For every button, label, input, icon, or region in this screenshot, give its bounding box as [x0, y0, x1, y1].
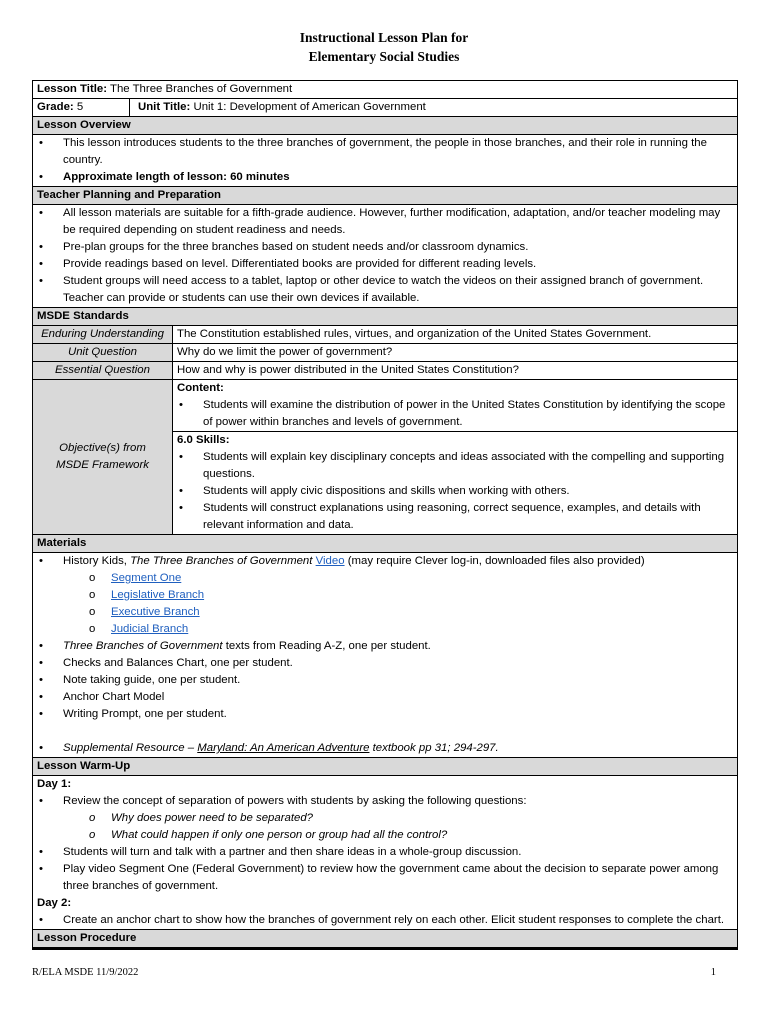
objective-content-row	[33, 380, 738, 432]
content-item: • Students will examine the distribution of power in the United States Constitution by identifying the scope of power within branches and levels of government.	[177, 397, 733, 431]
planning-item: • Student groups will need access to a tablet, laptop or other device to watch the videos on their assigned branch of government. Teacher can provide or students can use their own devices if available.	[37, 273, 733, 307]
unit-title-label: Unit Title:	[138, 101, 191, 113]
content-label: Content:	[177, 382, 224, 394]
question-item: o Why does power need to be separated?	[37, 810, 733, 827]
warmup-item: • Create an anchor chart to show how the branches of government rely on each other. Elicit student responses to complete the chart.	[37, 912, 733, 929]
skills-item: • Students will construct explanations using reasoning, correct sequence, examples, and details with relevant information and data.	[177, 500, 733, 534]
essential-question-value: How and why is power distributed in the United States Constitution?	[173, 362, 738, 380]
lesson-title-row	[33, 81, 738, 99]
executive-branch-link[interactable]: Executive Branch	[111, 606, 200, 618]
material-item: • Anchor Chart Model	[37, 689, 733, 706]
video-link[interactable]: Video	[315, 555, 345, 567]
essential-question-label: Essential Question	[33, 362, 173, 380]
video-item: • History Kids, The Three Branches of Government Video (may require Clever log-in, downloaded files also provided)	[37, 553, 733, 570]
enduring-row	[33, 326, 738, 344]
unit-question-row	[33, 344, 738, 362]
planning-item: • Pre-plan groups for the three branches based on student needs and/or classroom dynamics.	[37, 239, 733, 256]
skills-item: • Students will apply civic dispositions and skills when working with others.	[177, 483, 733, 500]
unit-question-label: Unit Question	[33, 344, 173, 362]
enduring-label: Enduring Understanding	[33, 326, 173, 344]
standards-heading: MSDE Standards	[33, 308, 738, 326]
lesson-title-label: Lesson Title:	[37, 83, 108, 95]
unit-question-value: Why do we limit the power of government?	[173, 344, 738, 362]
skills-label: 6.0 Skills:	[177, 434, 230, 446]
material-item: • Writing Prompt, one per student.	[37, 706, 733, 723]
enduring-value: The Constitution established rules, virtues, and organization of the United States Government.	[173, 326, 738, 344]
material-item: • Note taking guide, one per student.	[37, 672, 733, 689]
grade-value: 5	[76, 101, 84, 113]
warmup-section	[33, 776, 738, 930]
grade-label: Grade:	[37, 101, 74, 113]
texts-item: • Three Branches of Government texts from Reading A-Z, one per student.	[37, 638, 733, 655]
lesson-plan-table	[32, 80, 738, 950]
warmup-item: • Play video Segment One (Federal Government) to review how the government came about the decision to separate power among three branches of government.	[37, 861, 733, 895]
planning-section	[33, 205, 738, 308]
skills-item: • Students will explain key disciplinary concepts and ideas associated with the compelling and supporting questions.	[177, 449, 733, 483]
day-1-label: Day 1:	[37, 778, 72, 790]
lesson-length: Approximate length of lesson: 60 minutes	[63, 171, 290, 183]
procedure-heading: Lesson Procedure	[33, 930, 738, 949]
material-item: • Checks and Balances Chart, one per student.	[37, 655, 733, 672]
footer-left: R/ELA MSDE 11/9/2022	[32, 967, 139, 978]
warmup-item: • Students will turn and talk with a partner and then share ideas in a whole-group discussion.	[37, 844, 733, 861]
overview-item: • This lesson introduces students to the three branches of government, the people in those branches, and their role in running the country.	[37, 135, 733, 169]
planning-heading: Teacher Planning and Preparation	[33, 187, 738, 205]
planning-item: • Provide readings based on level. Differentiated books are provided for different reading levels.	[37, 256, 733, 273]
document-title	[0, 28, 768, 66]
unit-title-value: Unit 1: Development of American Government	[193, 101, 426, 113]
materials-heading: Materials	[33, 535, 738, 553]
lesson-title-value: The Three Branches of Government	[110, 83, 293, 95]
legislative-branch-link[interactable]: Legislative Branch	[111, 589, 205, 601]
title-line-2: Elementary Social Studies	[308, 49, 460, 64]
overview-heading: Lesson Overview	[33, 117, 738, 135]
day-2-label: Day 2:	[37, 897, 72, 909]
title-line-1: Instructional Lesson Plan for	[299, 30, 469, 45]
overview-section	[33, 135, 738, 187]
warmup-item: • Review the concept of separation of powers with students by asking the following questions:	[37, 793, 733, 810]
segment-one-link[interactable]: Segment One	[111, 572, 182, 584]
grade-unit-row	[33, 99, 738, 117]
page-number: 1	[710, 967, 716, 978]
judicial-branch-link[interactable]: Judicial Branch	[111, 623, 189, 635]
objective-label: Objective(s) from MSDE Framework	[33, 380, 173, 535]
supplemental-item: • Supplemental Resource – Maryland: An American Adventure textbook pp 31; 294-297.	[37, 740, 733, 757]
warmup-heading: Lesson Warm-Up	[33, 758, 738, 776]
materials-section	[33, 553, 738, 758]
question-item: o What could happen if only one person or group had all the control?	[37, 827, 733, 844]
essential-question-row	[33, 362, 738, 380]
planning-item: • All lesson materials are suitable for a fifth-grade audience. However, further modification, adaptation, and/or teacher modeling may be required depending on student readiness and needs.	[37, 205, 733, 239]
